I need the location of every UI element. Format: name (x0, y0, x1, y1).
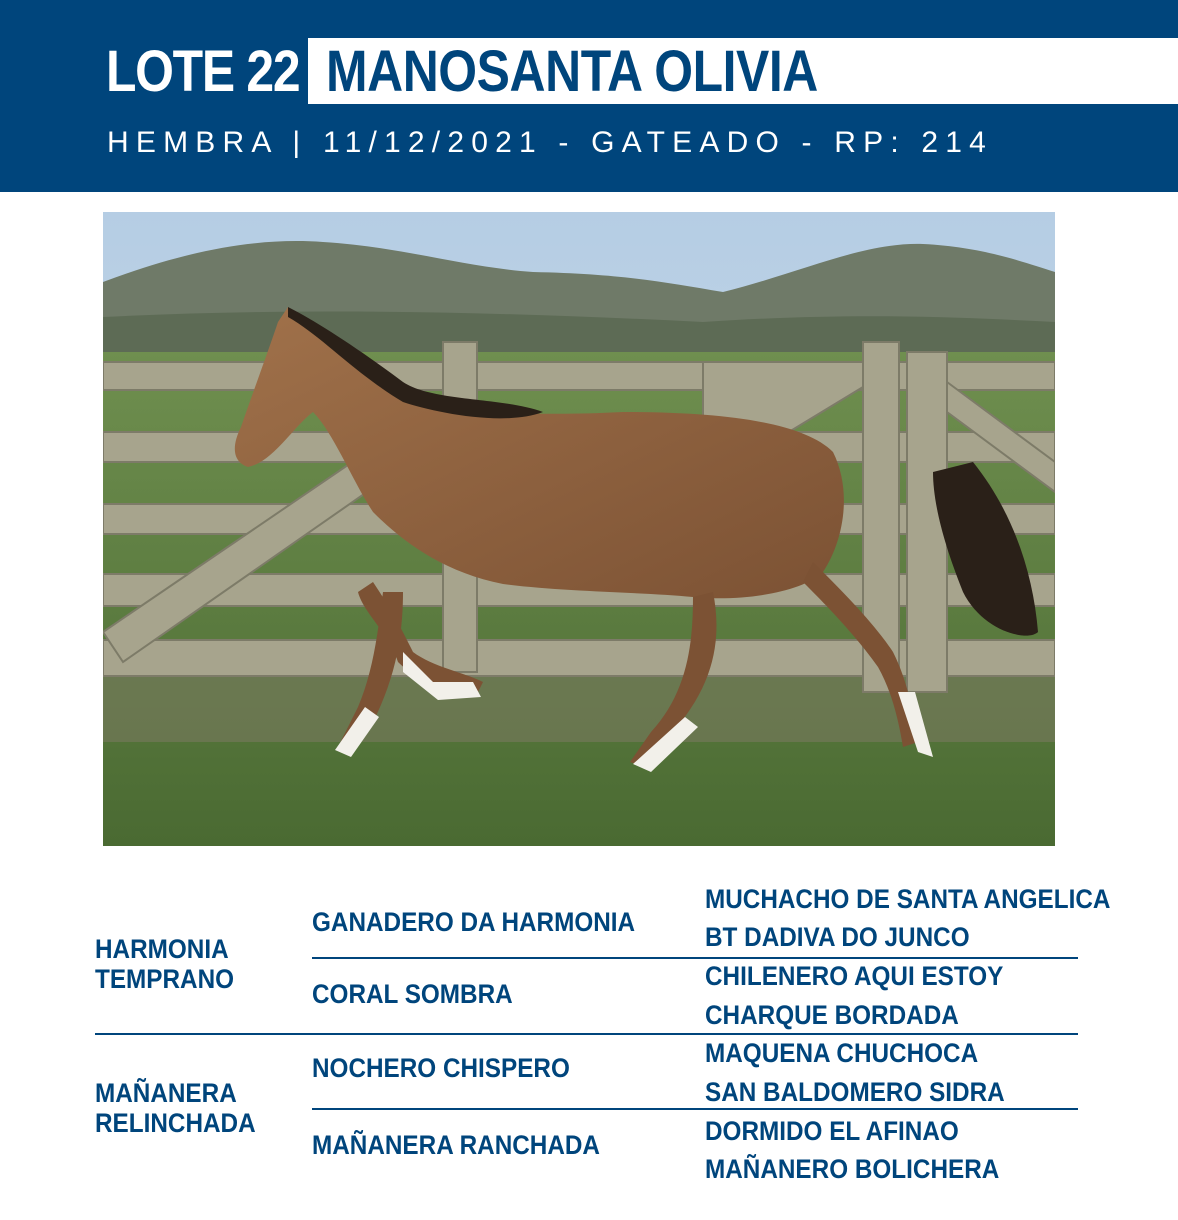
sire-line-2: TEMPRANO (95, 964, 235, 994)
divider-dam-split (312, 1108, 1078, 1110)
dam-line-1: MAÑANERA (95, 1078, 237, 1108)
gg-7: DORMIDO EL AFINAO (705, 1116, 959, 1146)
sire-line-1: HARMONIA (95, 934, 229, 964)
gg-4: CHARQUE BORDADA (705, 1000, 959, 1030)
header-band (0, 0, 1178, 192)
sire-sire: GANADERO DA HARMONIA (312, 907, 636, 937)
dam-line-2: RELINCHADA (95, 1108, 256, 1138)
gg-6: SAN BALDOMERO SIDRA (705, 1077, 1005, 1107)
gg-8: MAÑANERO BOLICHERA (705, 1154, 1000, 1184)
gg-3: CHILENERO AQUI ESTOY (705, 961, 1004, 991)
dam-name (95, 1078, 256, 1138)
horse-photo (103, 212, 1055, 846)
horse-details: HEMBRA | 11/12/2021 - GATEADO - RP: 214 (107, 126, 994, 159)
dam-dam: MAÑANERA RANCHADA (312, 1130, 600, 1160)
dam-sire: NOCHERO CHISPERO (312, 1053, 570, 1083)
gg-2: BT DADIVA DO JUNCO (705, 922, 970, 952)
lot-label: LOTE 22 (106, 39, 300, 104)
sire-dam: CORAL SOMBRA (312, 979, 513, 1009)
horse-name: MANOSANTA OLIVIA (326, 39, 818, 104)
divider-sire-split (312, 957, 1078, 959)
gg-5: MAQUENA CHUCHOCA (705, 1038, 979, 1068)
gg-1: MUCHACHO DE SANTA ANGELICA (705, 884, 1111, 914)
divider-sire-dam (95, 1033, 1078, 1035)
sire-name (95, 934, 234, 994)
